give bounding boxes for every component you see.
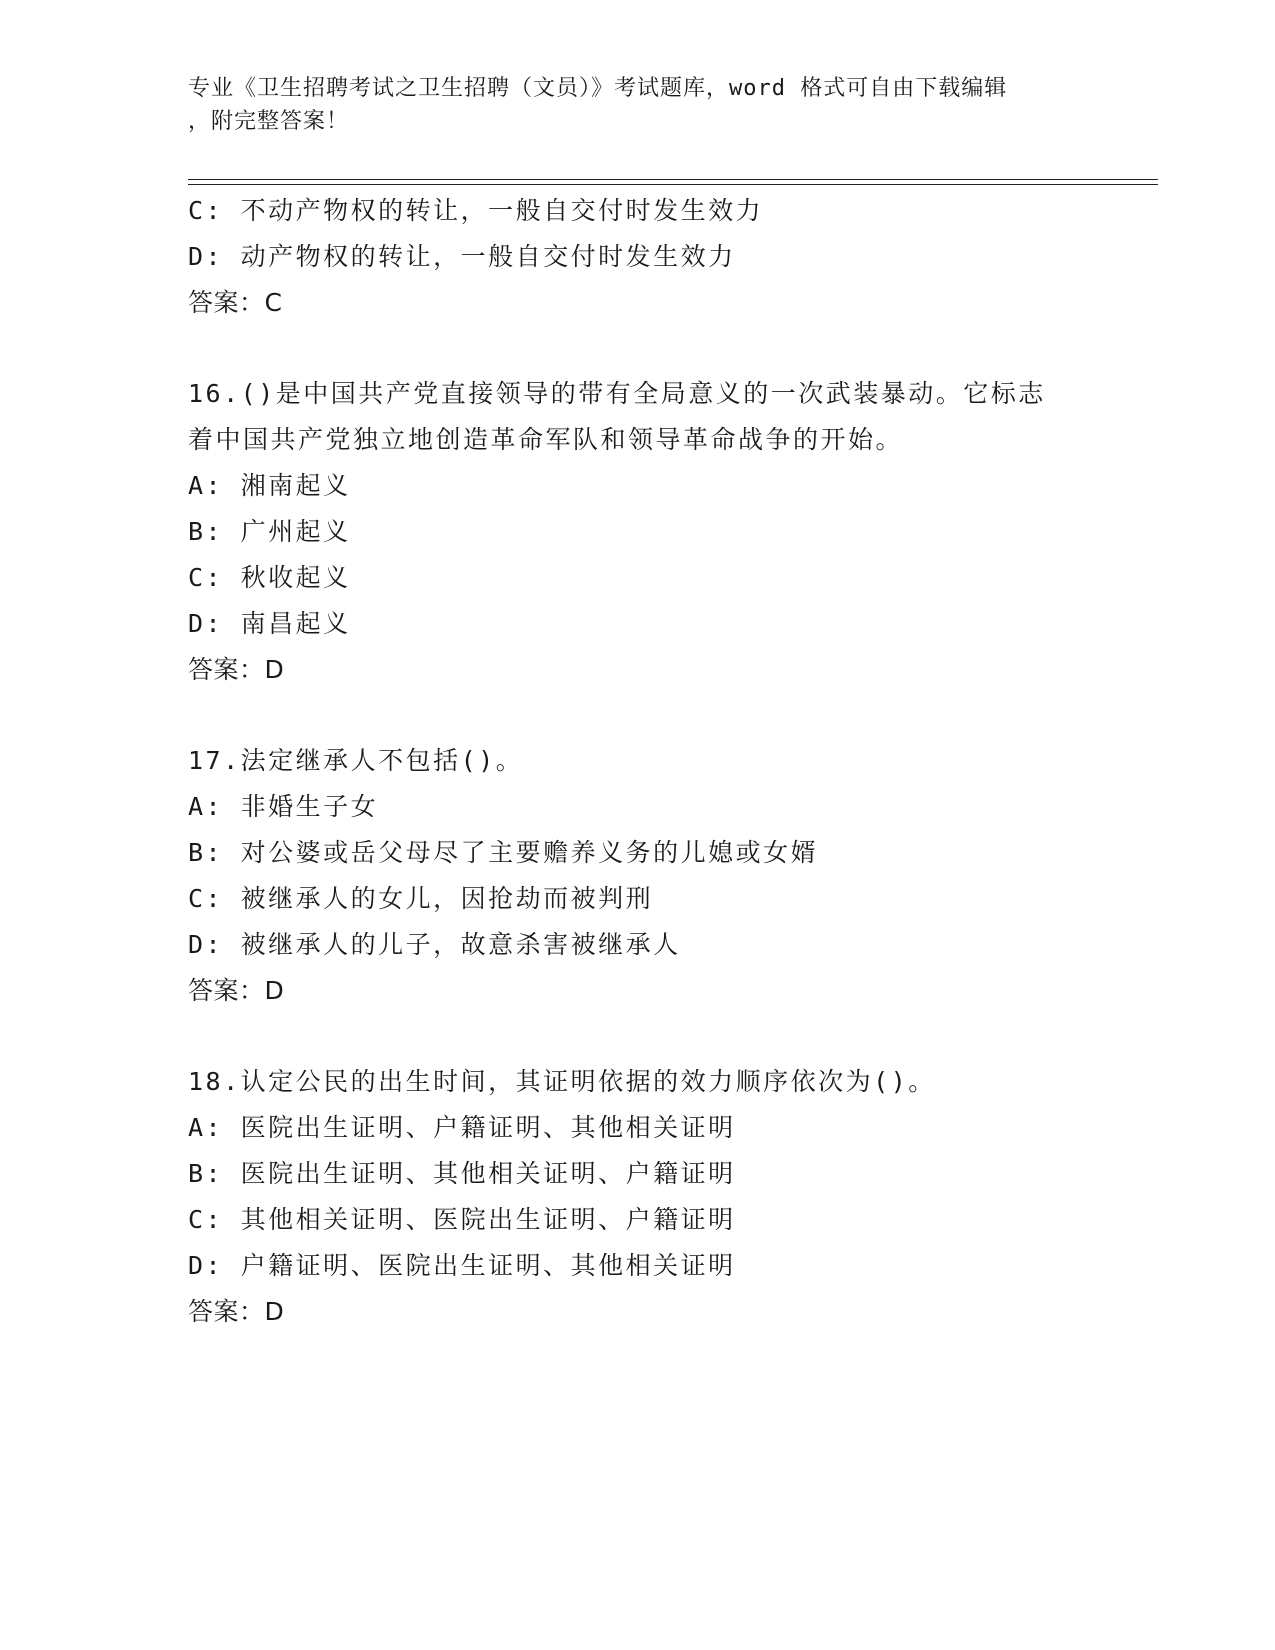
answer: 答案：C <box>188 288 283 317</box>
option-a: A: 医院出生证明、户籍证明、其他相关证明 <box>188 1113 736 1142</box>
option-d: D: 动产物权的转让，一般自交付时发生效力 <box>188 242 736 271</box>
document-header <box>188 72 1088 138</box>
question-15-continued <box>188 188 1088 326</box>
option-c: C: 其他相关证明、医院出生证明、户籍证明 <box>188 1205 736 1234</box>
header-rule-top <box>188 179 1158 180</box>
option-b: B: 医院出生证明、其他相关证明、户籍证明 <box>188 1159 736 1188</box>
header-rule-bottom <box>188 184 1158 185</box>
option-b: B: 对公婆或岳父母尽了主要赡养义务的儿媳或女婿 <box>188 838 819 867</box>
question-17 <box>188 738 1088 1014</box>
header-line-1: 专业《卫生招聘考试之卫生招聘（文员）》考试题库，word 格式可自由下载编辑 <box>188 76 1008 101</box>
option-b: B: 广州起义 <box>188 517 351 546</box>
question-stem-line: 18.认定公民的出生时间，其证明依据的效力顺序依次为()。 <box>188 1067 936 1096</box>
answer: 答案：D <box>188 976 285 1005</box>
option-d: D: 被继承人的儿子，故意杀害被继承人 <box>188 930 681 959</box>
question-list <box>188 188 1088 1335</box>
answer: 答案：D <box>188 1297 285 1326</box>
answer: 答案：D <box>188 655 285 684</box>
question-18 <box>188 1059 1088 1335</box>
question-stem-line: 着中国共产党独立地创造革命军队和领导革命战争的开始。 <box>188 425 904 454</box>
question-stem-line: 16.()是中国共产党直接领导的带有全局意义的一次武装暴动。它标志 <box>188 379 1046 408</box>
option-d: D: 南昌起义 <box>188 609 351 638</box>
question-16 <box>188 371 1088 693</box>
option-c: C: 不动产物权的转让，一般自交付时发生效力 <box>188 196 764 225</box>
header-line-2: ，附完整答案！ <box>188 109 350 134</box>
option-a: A: 湘南起义 <box>188 471 351 500</box>
option-d: D: 户籍证明、医院出生证明、其他相关证明 <box>188 1251 736 1280</box>
option-a: A: 非婚生子女 <box>188 792 379 821</box>
option-c: C: 被继承人的女儿，因抢劫而被判刑 <box>188 884 654 913</box>
option-c: C: 秋收起义 <box>188 563 351 592</box>
question-stem-line: 17.法定继承人不包括()。 <box>188 746 524 775</box>
